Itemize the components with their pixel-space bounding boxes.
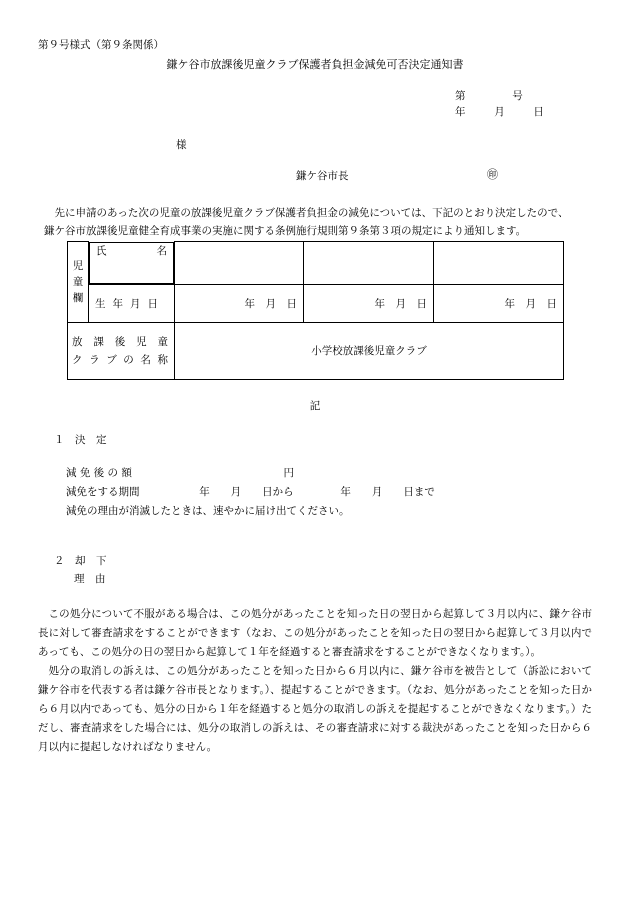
issue-date [455,104,544,119]
appeal-notice [38,605,592,757]
form-number: 第９号様式（第９条関係） [38,39,164,51]
section-1-heading: １ 決 定 [54,434,107,446]
reduction-note: 減免の理由が消滅したときは、速やかに届け出てください。 [66,505,350,517]
child-name-1[interactable] [175,242,304,285]
appeal-paragraph-2: 処分の取消しの訴えは、この処分があったことを知った日から６月以内に、鎌ケ谷市を被告として（訴訟において鎌ケ谷市を代表する者は鎌ケ谷市長となります。）、提起することができます。（なお、処分があったことを知った日から６月以内であっても、処分の日から１年を経過すると処分の取消しの訴えを提起することができなくなります。）ただし、審査請求をした場合には、処分の取消しの訴えは、その審査請求に対する裁決があったことを知った日から６月以内に提起しなければなりません。 [38,665,592,753]
issue-month: 月 [494,106,505,118]
document-number [455,88,523,103]
child-column-header [68,242,89,323]
child-dob-3[interactable]: 年 月 日 [434,284,564,322]
issue-day: 日 [533,106,544,118]
number-prefix: 第 [455,90,466,102]
issuer-name: 鎌ケ谷市長 [296,170,349,182]
document-title: 鎌ケ谷市放課後児童クラブ保護者負担金減免可否決定通知書 [166,58,464,71]
reduction-period-row [66,484,435,499]
appeal-paragraph-1: この処分について不服がある場合は、この処分があったことを知った日の翌日から起算して３月以内に、鎌ケ谷市長に対して審査請求をすることができます（なお、この処分があったことを知った日の翌日から起算して３月以内であっても、この処分の日の翌日から起算して１年を経過すると審査請求をすることができなくなります。）。 [38,608,592,658]
child-dob-2[interactable]: 年 月 日 [304,284,434,322]
intro-line-1: 先に申請のあった次の児童の放課後児童クラブ保護者負担金の減免については、下記のとおり決定したので、 [54,207,569,219]
section-2-heading: ２ 却 下 [54,555,107,567]
child-info-table [67,241,564,380]
child-col-char: 童 [72,275,84,288]
name-label-right: 名 [156,245,167,257]
ki-heading: 記 [309,400,321,412]
intro-line-2: 鎌ケ谷市放課後児童健全育成事業の実施に関する条例施行規則第９条第３項の規定により通知します。 [44,225,527,237]
reduction-period-label: 減免をする期間 [66,486,140,498]
reduction-period-from: 年 月 日から [199,486,294,498]
club-label-line-2: クラブの名称 [72,353,170,366]
reduced-amount-unit: 円 [283,467,295,479]
name-label [89,242,174,284]
reduced-amount-label: 減 免 後 の 額 [66,467,132,479]
club-label-line-1: 放課後児童 [72,335,170,348]
number-suffix: 号 [512,90,523,102]
child-name-3[interactable] [434,242,564,285]
reduced-amount-row [66,465,294,480]
dob-label: 生年月日 [89,284,175,322]
rejection-reason-label: 理 由 [74,573,106,585]
issue-year: 年 [455,106,466,118]
club-name-value[interactable]: 小学校放課後児童クラブ [175,322,564,379]
seal-mark: ㊞ [487,168,498,181]
addressee: 様 [176,139,187,151]
club-name-label [68,322,175,379]
child-name-2[interactable] [304,242,434,285]
child-dob-1[interactable]: 年 月 日 [175,284,304,322]
child-col-char: 児 [72,259,84,272]
name-label-left: 氏 [96,245,107,257]
reduction-period-to: 年 月 日まで [340,486,435,498]
child-col-char: 欄 [72,291,84,304]
